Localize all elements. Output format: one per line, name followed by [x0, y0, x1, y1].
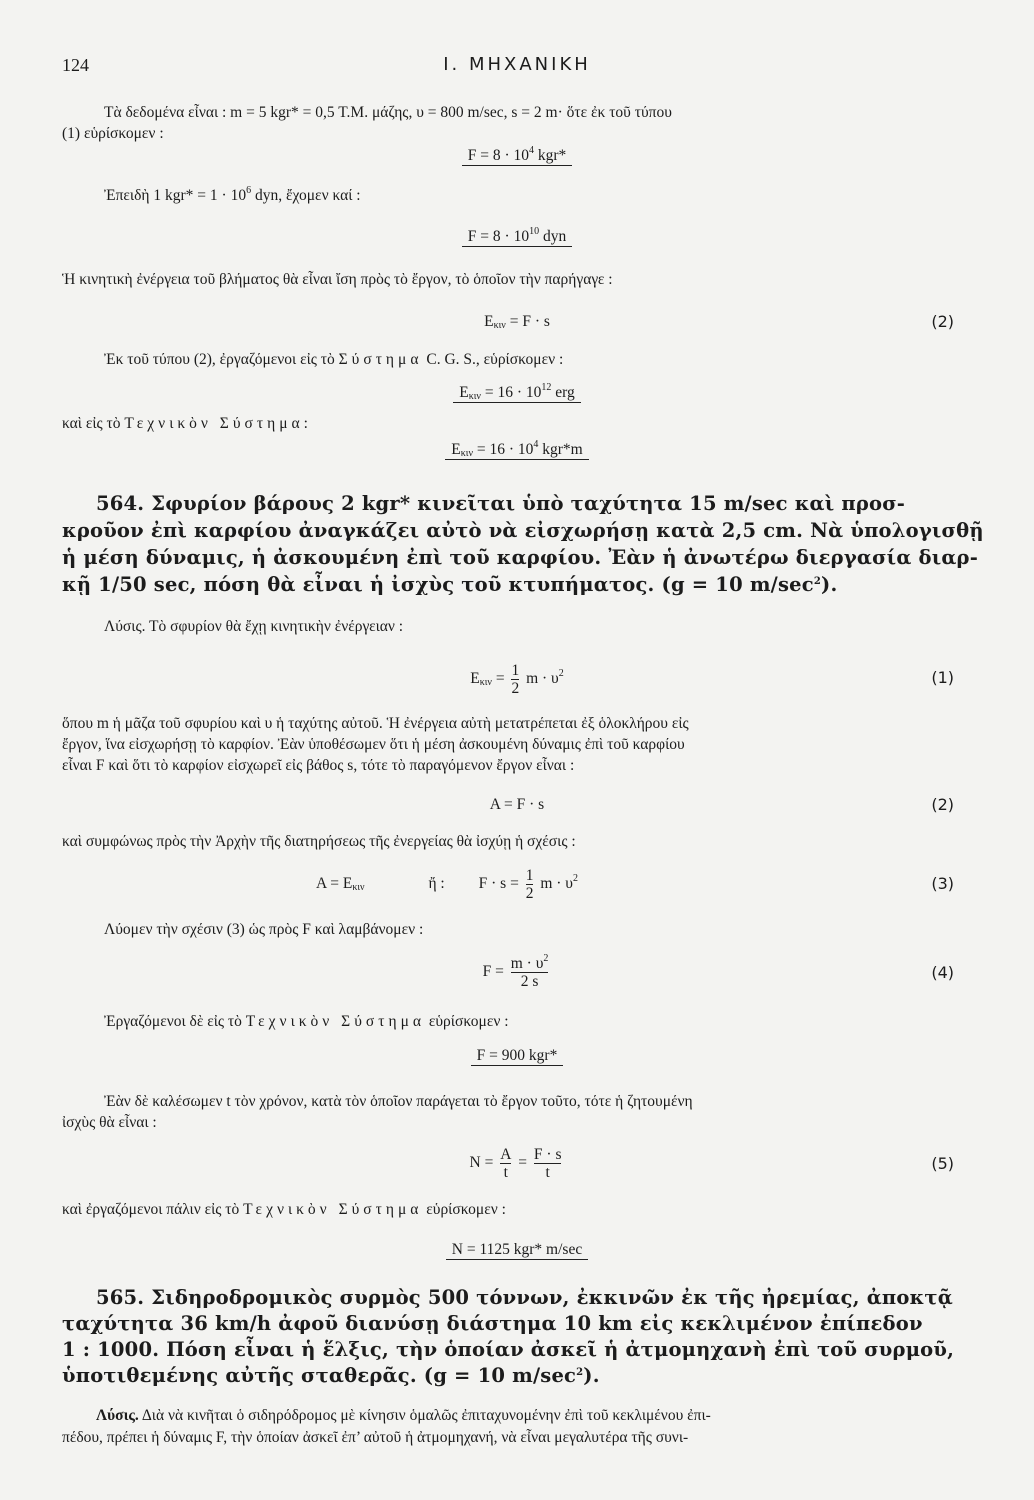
- problem-565-line: 565. Σιδηροδρομικὸς συρμὸς 500 τόννων, ἐκκινῶν ἐκ τῆς ἠρεμίας, ἀποκτᾷ: [96, 1286, 953, 1309]
- equation-energy-erg: $E_{\kappa\iota\nu} = 16 \cdot 10^{12}$ erg: [0, 383, 1034, 403]
- solution-intro: Λύσις. Τὸ σφυρίον θὰ ἔχῃ κινητικὴν ἐνέργειαν :: [104, 618, 404, 635]
- equation-number: (2): [931, 312, 954, 331]
- equation-number: (5): [931, 1154, 954, 1173]
- problem-564-line: ἡ μέση δύναμις, ἡ ἀσκουμένη ἐπὶ τοῦ καρφίου. Ἐὰν ἡ ἀνωτέρω διεργασία διαρ-: [62, 546, 979, 569]
- equation-power-result: N = 1125 kgr* m/sec: [0, 1240, 1034, 1260]
- text-line: Λύσις. Διὰ νὰ κινῆται ὁ σιδηρόδρομος μὲ κίνησιν ὁμαλῶς ἐπιταχυνομένην ἐπὶ τοῦ κεκλιμένου ἐπι-: [96, 1407, 711, 1424]
- text-line: καὶ ἐργαζόμενοι πάλιν εἰς τὸ Τεχνικὸν Σύστημα εὑρίσκομεν :: [62, 1201, 506, 1218]
- problem-564-line: κῇ 1/50 sec, πόση θὰ εἶναι ἡ ἰσχὺς τοῦ κτυπήματος. (g = 10 $m/\sec^2$).: [62, 573, 838, 596]
- equation-force-result: F = 900 kgr*: [0, 1046, 1034, 1066]
- text-line: Ἐὰν δὲ καλέσωμεν t τὸν χρόνον, κατὰ τὸν ὁποῖον παράγεται τὸ ἔργον τοῦτο, τότε ἡ ζητουμένη: [104, 1093, 693, 1110]
- equation-force-dyn: $F = 8 \cdot 10^{10}$ dyn: [0, 227, 1034, 247]
- text-line: Ἐργαζόμενοι δὲ εἰς τὸ Τεχνικὸν Σύστημα εὑρίσκομεν :: [104, 1013, 509, 1030]
- running-title: Ι. ΜΗΧΑΝΙΚΗ: [443, 54, 591, 75]
- text-line: Ἐπειδὴ 1 $kgr* = 1 \cdot 10^6$ dyn, ἔχομεν καί :: [104, 185, 361, 204]
- equation-power-formula: N = $\frac{A}{t}$ = $\frac{F \cdot s}{t}$: [469, 1145, 562, 1181]
- equation-kinetic-work: $E_{\kappa\iota\nu} = F \cdot s$: [484, 313, 550, 331]
- equation-number: (3): [931, 874, 954, 893]
- text-line: καὶ συμφώνως πρὸς τὴν Ἀρχὴν τῆς διατηρήσεως τῆς ἐνεργείας θὰ ἰσχύῃ ἡ σχέσις :: [62, 833, 576, 850]
- text-line: ἔργον, ἵνα εἰσχωρήσῃ τὸ καρφίον. Ἐὰν ὑποθέσωμεν ὅτι ἡ μέση ἀσκουμένη δύναμις ἐπὶ τοῦ καρφίου: [62, 736, 685, 753]
- text-line: Ἐκ τοῦ τύπου (2), ἐργαζόμενοι εἰς τὸ Σύστημα C. G. S., εὑρίσκομεν :: [104, 351, 564, 368]
- text-line: καὶ εἰς τὸ Τεχνικὸν Σύστημα:: [62, 415, 308, 432]
- equation-force-formula: F = $\frac{m \cdot \upsilon^2}{2 s}$: [482, 952, 549, 990]
- problem-565-line: ταχύτητα 36 km/h ἀφοῦ διανύσῃ διάστημα 10 km εἰς κεκλιμένον ἐπίπεδον: [62, 1312, 923, 1335]
- equation-work: A = F · s: [489, 796, 545, 813]
- text-line: Λύομεν τὴν σχέσιν (3) ὡς πρὸς F καὶ λαμβάνομεν :: [104, 921, 424, 938]
- equation-number: (1): [931, 668, 954, 687]
- problem-565-line: 1 : 1000. Πόση εἶναι ἡ ἕλξις, τὴν ὁποίαν ἀσκεῖ ἡ ἀτμομηχανὴ ἐπὶ τοῦ συρμοῦ,: [62, 1338, 955, 1361]
- text-line: ὅπου m ἡ μᾶζα τοῦ σφυρίου καὶ υ ἡ ταχύτης αὐτοῦ. Ἡ ἐνέργεια αὐτὴ μετατρέπεται ἐξ ὁλοκλήρου εἰς: [62, 715, 689, 732]
- problem-564-line: κροῦον ἐπὶ καρφίου ἀναγκάζει αὐτὸ νὰ εἰσχωρήσῃ κατὰ 2,5 cm. Νὰ ὑπολογισθῇ: [62, 519, 984, 542]
- equation-number: (2): [931, 795, 954, 814]
- text-line: Ἡ κινητικὴ ἐνέργεια τοῦ βλήματος θὰ εἶναι ἴση πρὸς τὸ ἔργον, τὸ ὁποῖον τὴν παρήγαγε :: [62, 271, 613, 288]
- equation-force-kgr: $F = 8 \cdot 10^4$ kgr*: [0, 146, 1034, 166]
- equation-number: (4): [931, 963, 954, 982]
- text-line: (1) εὑρίσκομεν :: [62, 125, 164, 142]
- problem-564-line: 564. Σφυρίον βάρους 2 kgr* κινεῖται ὑπὸ ταχύτητα 15 m/sec καὶ προσ-: [96, 492, 906, 515]
- text-line: Τὰ δεδομένα εἶναι : m = 5 kgr* = 0,5 T.M. μάζης, υ = 800 m/sec, s = 2 m· ὅτε ἐκ τοῦ τύπου: [104, 104, 672, 121]
- equation-energy-kgrm: $E_{\kappa\iota\nu} = 16 \cdot 10^4$ kgr*m: [0, 440, 1034, 460]
- text-line: πέδου, πρέπει ἡ δύναμις F, τὴν ὁποίαν ἀσκεῖ ἐπ’ αὐτοῦ ἡ ἀτμομηχανή, νὰ εἶναι μεγαλυτέρα τῆς συνι-: [62, 1429, 689, 1446]
- page-number: 124: [62, 55, 89, 75]
- problem-565-line: ὑποτιθεμένης αὐτῆς σταθερᾶς. (g = 10 $m/\sec^2$).: [62, 1364, 600, 1387]
- equation-kinetic-energy: $E_{\kappa\iota\nu}$ = $\frac{1}{2}$ $m \cdot \upsilon^2$: [470, 661, 564, 697]
- text-line: εἶναι F καὶ ὅτι τὸ καρφίον εἰσχωρεῖ εἰς βάθος s, τότε τὸ παραγόμενον ἔργον εἶναι :: [62, 757, 575, 774]
- equation-energy-conservation: $A = E_{\kappa\iota\nu}$ ἤ : F · s = $\frac{1}{2}$ $m \cdot \upsilon^2$: [316, 866, 578, 902]
- text-line: ἰσχὺς θὰ εἶναι :: [62, 1114, 157, 1131]
